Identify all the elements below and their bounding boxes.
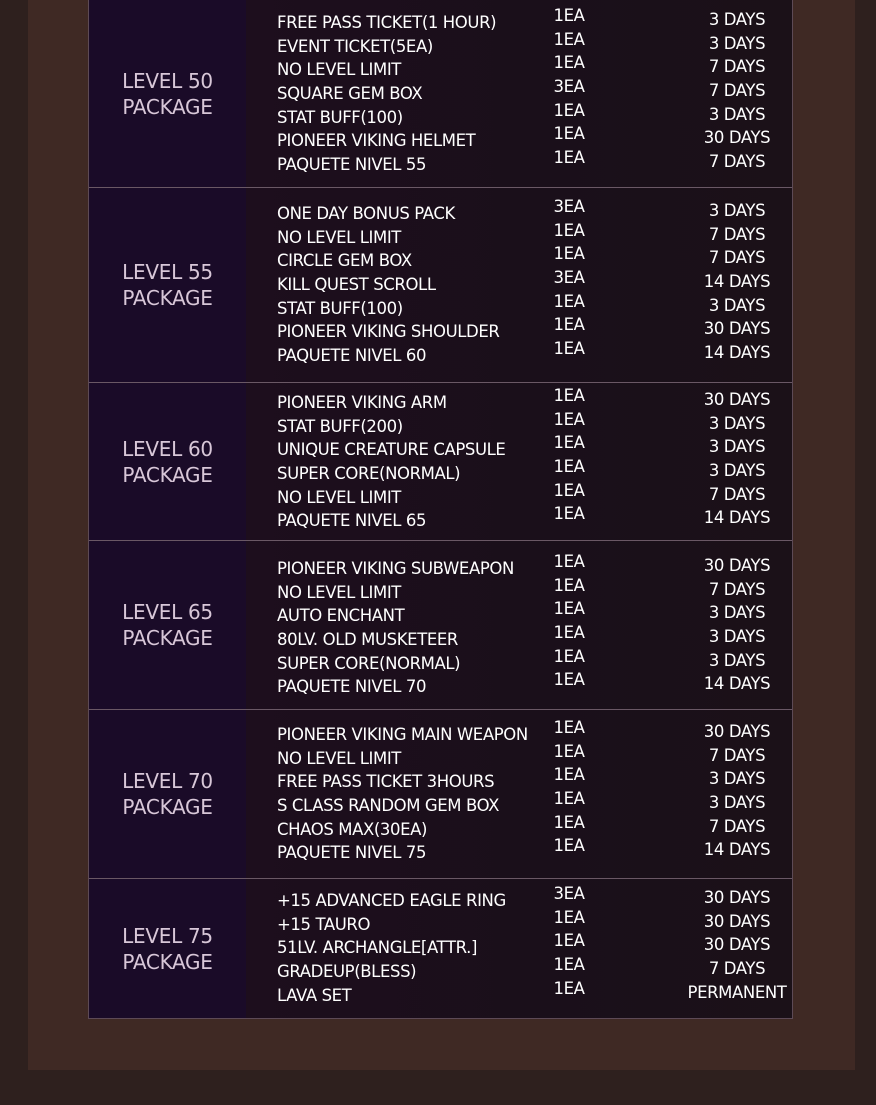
item-duration: 3 DAYS (708, 201, 766, 220)
item-name: AUTO ENCHANT (277, 606, 405, 626)
item-duration: 7 DAYS (708, 579, 766, 599)
item-duration: 7 DAYS (708, 959, 766, 979)
item-name: SQUARE GEM BOX (277, 84, 423, 104)
item-duration: 14 DAYS (703, 840, 771, 860)
item-quantity: 3EA (553, 268, 585, 288)
item-name: UNIQUE CREATURE CAPSULE (277, 440, 506, 460)
item-quantity: 1EA (553, 148, 585, 168)
item-duration: 3 DAYS (708, 10, 766, 29)
item-duration: 3 DAYS (708, 437, 766, 457)
package-row-level-50 (89, 0, 792, 187)
item-quantity: 1EA (553, 718, 585, 737)
item-name: NO LEVEL LIMIT (277, 487, 401, 507)
package-items-area (246, 541, 792, 709)
item-quantity: 1EA (553, 457, 585, 477)
item-name: PIONEER VIKING HELMET (277, 131, 476, 151)
item-duration: 3 DAYS (708, 33, 766, 53)
package-items-list (277, 552, 797, 698)
item-name: +15 TAURO (277, 914, 371, 934)
item-name: +15 ADVANCED EAGLE RING (277, 891, 506, 910)
item-name: STAT BUFF(100) (277, 298, 403, 318)
package-word-label: PACKAGE (122, 949, 213, 974)
item-name: PIONEER VIKING MAIN WEAPON (277, 725, 528, 744)
item-name: PAQUETE NIVEL 55 (277, 155, 427, 175)
item-name: PIONEER VIKING SHOULDER (277, 322, 500, 342)
item-name: PAQUETE NIVEL 70 (277, 677, 427, 697)
item-name: ONE DAY BONUS PACK (277, 204, 455, 223)
item-name: 80LV. OLD MUSKETEER (277, 630, 458, 650)
item-duration: 3 DAYS (708, 461, 766, 481)
item-duration: 7 DAYS (708, 745, 766, 765)
item-duration: 7 DAYS (708, 224, 766, 244)
item-duration: 7 DAYS (708, 248, 766, 268)
item-name: 51LV. ARCHANGLE[ATTR.] (277, 938, 477, 958)
package-word-label: PACKAGE (122, 94, 213, 119)
package-word-label: PACKAGE (122, 795, 213, 819)
item-quantity: 1EA (553, 552, 585, 571)
item-quantity: 1EA (553, 6, 585, 25)
item-quantity: 1EA (553, 291, 585, 311)
item-quantity: 1EA (553, 386, 585, 405)
package-level-label: LEVEL 75 (122, 923, 213, 948)
item-quantity: 1EA (553, 907, 585, 927)
package-items-list (277, 6, 797, 176)
item-duration: PERMANENT (687, 982, 787, 1002)
item-duration: 3 DAYS (708, 627, 766, 647)
package-item (277, 339, 797, 367)
package-items-area (246, 879, 792, 1018)
item-duration: 30 DAYS (703, 888, 771, 907)
package-item (277, 504, 797, 532)
package-level-cell (89, 710, 246, 878)
item-duration: 7 DAYS (708, 57, 766, 77)
package-items-area (246, 383, 792, 540)
package-items-area (246, 188, 792, 382)
item-quantity: 1EA (553, 124, 585, 144)
item-quantity: 1EA (553, 741, 585, 761)
item-name: PAQUETE NIVEL 65 (277, 511, 427, 531)
item-quantity: 1EA (553, 53, 585, 73)
item-quantity: 1EA (553, 480, 585, 500)
package-level-cell (89, 541, 246, 709)
item-duration: 30 DAYS (703, 722, 771, 741)
item-duration: 14 DAYS (703, 674, 771, 694)
item-duration: 30 DAYS (703, 935, 771, 955)
item-quantity: 3EA (553, 77, 585, 97)
item-duration: 3 DAYS (708, 769, 766, 789)
package-level-label: LEVEL 55 (122, 260, 213, 284)
item-quantity: 1EA (553, 931, 585, 951)
item-name: FREE PASS TICKET(1 HOUR) (277, 13, 497, 32)
item-name: LAVA SET (277, 985, 352, 1005)
item-name: NO LEVEL LIMIT (277, 227, 401, 247)
package-word-label: PACKAGE (122, 626, 213, 650)
item-name: GRADEUP(BLESS) (277, 962, 417, 982)
item-duration: 30 DAYS (703, 128, 771, 148)
item-duration: 7 DAYS (708, 484, 766, 504)
item-quantity: 1EA (553, 978, 585, 998)
package-items-list (277, 197, 797, 367)
package-row-level-70 (89, 709, 792, 878)
item-duration: 30 DAYS (703, 911, 771, 931)
item-quantity: 1EA (553, 409, 585, 429)
item-duration: 3 DAYS (708, 104, 766, 124)
package-level-cell (89, 879, 246, 1018)
item-name: KILL QUEST SCROLL (277, 275, 436, 295)
item-name: S CLASS RANDOM GEM BOX (277, 796, 500, 816)
item-duration: 3 DAYS (708, 413, 766, 433)
item-duration: 3 DAYS (708, 295, 766, 315)
item-duration: 30 DAYS (703, 390, 771, 409)
item-duration: 14 DAYS (703, 272, 771, 292)
package-level-cell (89, 188, 246, 382)
item-quantity: 1EA (553, 575, 585, 595)
item-quantity: 1EA (553, 433, 585, 453)
item-duration: 30 DAYS (703, 556, 771, 575)
item-name: STAT BUFF(100) (277, 107, 403, 127)
package-level-label: LEVEL 65 (122, 600, 213, 624)
package-level-cell (89, 0, 246, 187)
item-duration: 7 DAYS (708, 81, 766, 101)
item-duration: 3 DAYS (708, 603, 766, 623)
item-name: NO LEVEL LIMIT (277, 748, 401, 768)
package-word-label: PACKAGE (122, 462, 213, 487)
package-row-level-65 (89, 540, 792, 709)
item-name: CIRCLE GEM BOX (277, 251, 412, 271)
package-items-list (277, 884, 797, 1006)
package-item (277, 670, 797, 698)
item-quantity: 1EA (553, 599, 585, 619)
item-quantity: 3EA (553, 884, 585, 903)
item-duration: 3 DAYS (708, 650, 766, 670)
item-name: PAQUETE NIVEL 75 (277, 843, 427, 863)
item-name: PIONEER VIKING ARM (277, 393, 447, 412)
item-name: SUPER CORE(NORMAL) (277, 464, 461, 484)
item-quantity: 1EA (553, 244, 585, 264)
package-level-label: LEVEL 70 (122, 769, 213, 793)
package-word-label: PACKAGE (122, 286, 213, 310)
item-quantity: 1EA (553, 646, 585, 666)
package-level-label: LEVEL 60 (122, 436, 213, 461)
package-item (277, 978, 797, 1007)
package-items-area (246, 710, 792, 878)
package-level-cell (89, 383, 246, 540)
package-item (277, 148, 797, 176)
item-quantity: 1EA (553, 812, 585, 832)
item-name: FREE PASS TICKET 3HOURS (277, 772, 495, 792)
item-quantity: 1EA (553, 765, 585, 785)
item-quantity: 1EA (553, 623, 585, 643)
item-name: PAQUETE NIVEL 60 (277, 346, 427, 366)
item-quantity: 1EA (553, 836, 585, 856)
item-quantity: 1EA (553, 955, 585, 975)
package-row-level-75 (89, 878, 792, 1018)
item-quantity: 3EA (553, 197, 585, 216)
item-quantity: 1EA (553, 220, 585, 240)
item-name: SUPER CORE(NORMAL) (277, 653, 461, 673)
item-quantity: 1EA (553, 789, 585, 809)
item-quantity: 1EA (553, 670, 585, 690)
package-table (88, 0, 793, 1019)
item-name: NO LEVEL LIMIT (277, 582, 401, 602)
package-row-level-55 (89, 187, 792, 382)
item-quantity: 1EA (553, 315, 585, 335)
item-name: NO LEVEL LIMIT (277, 60, 401, 80)
package-item (277, 836, 797, 864)
item-duration: 7 DAYS (708, 152, 766, 172)
item-quantity: 1EA (553, 100, 585, 120)
item-quantity: 1EA (553, 339, 585, 359)
package-items-area (246, 0, 792, 187)
package-row-level-60 (89, 382, 792, 540)
item-name: CHAOS MAX(30EA) (277, 819, 428, 839)
item-name: PIONEER VIKING SUBWEAPON (277, 559, 514, 578)
item-duration: 14 DAYS (703, 508, 771, 528)
item-duration: 7 DAYS (708, 816, 766, 836)
package-items-list (277, 386, 797, 532)
item-quantity: 1EA (553, 504, 585, 524)
item-name: STAT BUFF(200) (277, 416, 403, 436)
item-quantity: 1EA (553, 29, 585, 49)
item-duration: 14 DAYS (703, 343, 771, 363)
package-level-label: LEVEL 50 (122, 68, 213, 93)
item-duration: 30 DAYS (703, 319, 771, 339)
item-duration: 3 DAYS (708, 793, 766, 813)
package-items-list (277, 718, 797, 864)
item-name: EVENT TICKET(5EA) (277, 36, 433, 56)
